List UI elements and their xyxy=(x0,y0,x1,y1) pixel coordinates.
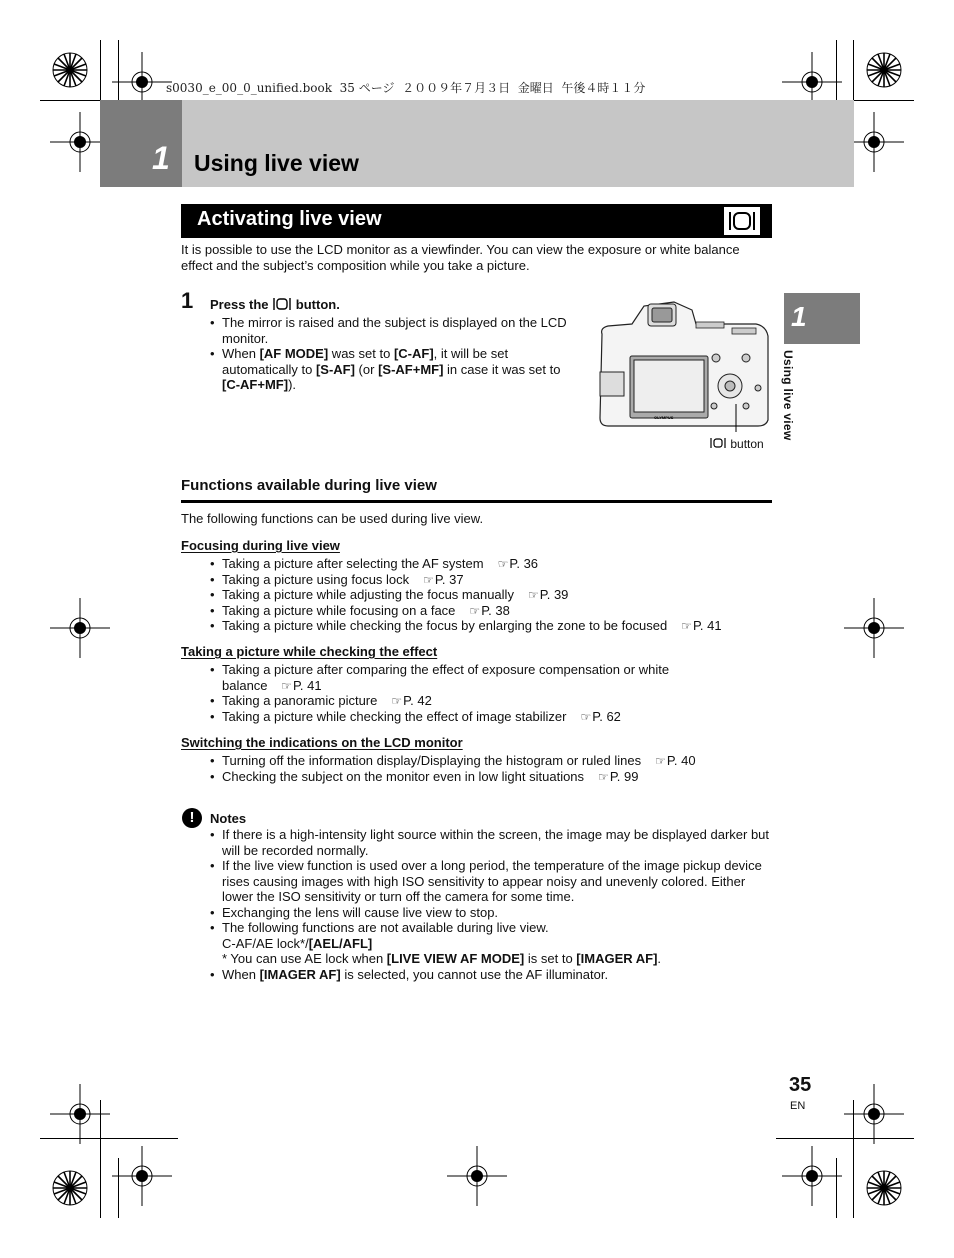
warning-icon: ! xyxy=(182,808,202,828)
pointing-hand-icon: ☞ xyxy=(281,678,292,693)
focusing-heading: Focusing during live view xyxy=(181,538,340,553)
effect-item-1: • Taking a picture after comparing the effect of exposure compensation or white balance ☞P. 41 xyxy=(210,662,670,693)
step-title-pre: Press the xyxy=(210,297,269,312)
step-title xyxy=(210,297,340,312)
pointing-hand-icon: ☞ xyxy=(423,572,434,587)
step-number: 1 xyxy=(181,288,194,313)
pointing-hand-icon: ☞ xyxy=(580,709,592,724)
page-reference[interactable]: ☞P. 62 xyxy=(580,708,621,724)
pointing-hand-icon: ☞ xyxy=(469,603,481,618)
functions-rule xyxy=(181,500,772,503)
step-bullet-2: • When [AF MODE] was set to [C-AF], it will be set automatically to [S-AF] (or [S-AF+MF] in case it was set to [C-AF+MF]). xyxy=(210,346,561,392)
camera-brand-label: OLYMPUS xyxy=(654,415,674,420)
chapter-number: 1 xyxy=(152,140,170,176)
pointing-hand-icon: ☞ xyxy=(527,588,539,602)
live-view-icon xyxy=(724,207,760,235)
side-chapter-number: 1 xyxy=(791,301,807,332)
switching-item: • Turning off the information display/Displaying the histogram or ruled lines ☞P. 40 xyxy=(210,753,696,768)
note-4: • The following functions are not available during live view. C-AF/AE lock*/[AEL/AFL] * You can use AE lock when [LIVE VIEW AF MODE] is set to [IMAGER AF]. xyxy=(210,920,662,966)
page-reference[interactable]: ☞P. 42 xyxy=(391,693,432,708)
note-2: • If the live view function is used over a long period, the temperature of the image pickup device rises causing images with high ISO sensitivity to appear noisy and unevenly colored. Either lower the ISO sensitivity or turn off the camera for some time. xyxy=(210,858,762,904)
page-reference[interactable]: ☞P. 99 xyxy=(598,768,639,784)
pointing-hand-icon: ☞ xyxy=(598,769,609,784)
print-metadata: s0030_e_00_0_unified.book 35 ページ ２００９年７月３日 金曜日 午後４時１１分 xyxy=(166,81,646,95)
note-1: • If there is a high-intensity light source within the screen, the image may be displayed darker but will be recorded normally. xyxy=(210,827,770,858)
effect-item: • Taking a panoramic picture ☞P. 42 xyxy=(210,693,432,708)
page-reference[interactable]: ☞P. 37 xyxy=(423,571,464,587)
page-reference[interactable]: ☞P. 41 xyxy=(681,618,722,633)
effect-item: • Taking a picture while checking the effect of image stabilizer ☞P. 62 xyxy=(210,708,621,724)
page-reference[interactable]: ☞P. 41 xyxy=(281,677,322,693)
effect-heading: Taking a picture while checking the effect xyxy=(181,644,438,659)
focusing-item: • Taking a picture after selecting the AF system ☞P. 36 xyxy=(210,556,539,571)
live-view-button-icon xyxy=(272,297,292,311)
camera-illustration xyxy=(596,298,772,432)
note-3: • Exchanging the lens will cause live view to stop. xyxy=(210,905,499,920)
pointing-hand-icon: ☞ xyxy=(497,557,509,571)
focusing-item: • Taking a picture using focus lock ☞P. 37 xyxy=(210,571,464,587)
camera-caption-text: button xyxy=(730,437,764,451)
camera-caption xyxy=(709,436,764,452)
intro-paragraph: It is possible to use the LCD monitor as a viewfinder. You can view the exposure or white balance effect and the subject’s composition while you take a picture. xyxy=(181,242,740,273)
section-title: Activating live view xyxy=(197,208,382,230)
notes-title: Notes xyxy=(210,811,247,826)
step-title-post: button. xyxy=(295,297,340,312)
functions-heading: Functions available during live view xyxy=(181,477,437,494)
focusing-item: • Taking a picture while adjusting the focus manually ☞P. 39 xyxy=(210,587,569,602)
switching-item: • Checking the subject on the monitor even in low light situations ☞P. 99 xyxy=(210,768,639,784)
language-code: EN xyxy=(790,1100,806,1112)
side-chapter-label: Using live view xyxy=(781,350,795,441)
chapter-title: Using live view xyxy=(194,150,359,176)
focusing-item: • Taking a picture while focusing on a face ☞P. 38 xyxy=(210,602,510,618)
note-5: • When [IMAGER AF] is selected, you cannot use the AF illuminator. xyxy=(210,967,609,982)
focusing-item: • Taking a picture while checking the focus by enlarging the zone to be focused ☞P. 41 xyxy=(210,618,722,633)
page-reference[interactable]: ☞P. 38 xyxy=(469,602,510,618)
pointing-hand-icon: ☞ xyxy=(391,694,403,708)
pointing-hand-icon: ☞ xyxy=(681,619,692,633)
page-reference[interactable]: ☞P. 39 xyxy=(527,587,569,602)
page-reference[interactable]: ☞P. 40 xyxy=(655,753,696,768)
switching-heading: Switching the indications on the LCD monitor xyxy=(181,735,463,750)
step-bullet-1: • The mirror is raised and the subject is displayed on the LCD monitor. xyxy=(210,315,567,346)
pointing-hand-icon: ☞ xyxy=(655,754,666,768)
functions-intro: The following functions can be used during live view. xyxy=(181,511,484,526)
page-reference[interactable]: ☞P. 36 xyxy=(497,556,539,571)
live-view-button-icon xyxy=(709,437,727,449)
page-number: 35 xyxy=(789,1074,812,1096)
